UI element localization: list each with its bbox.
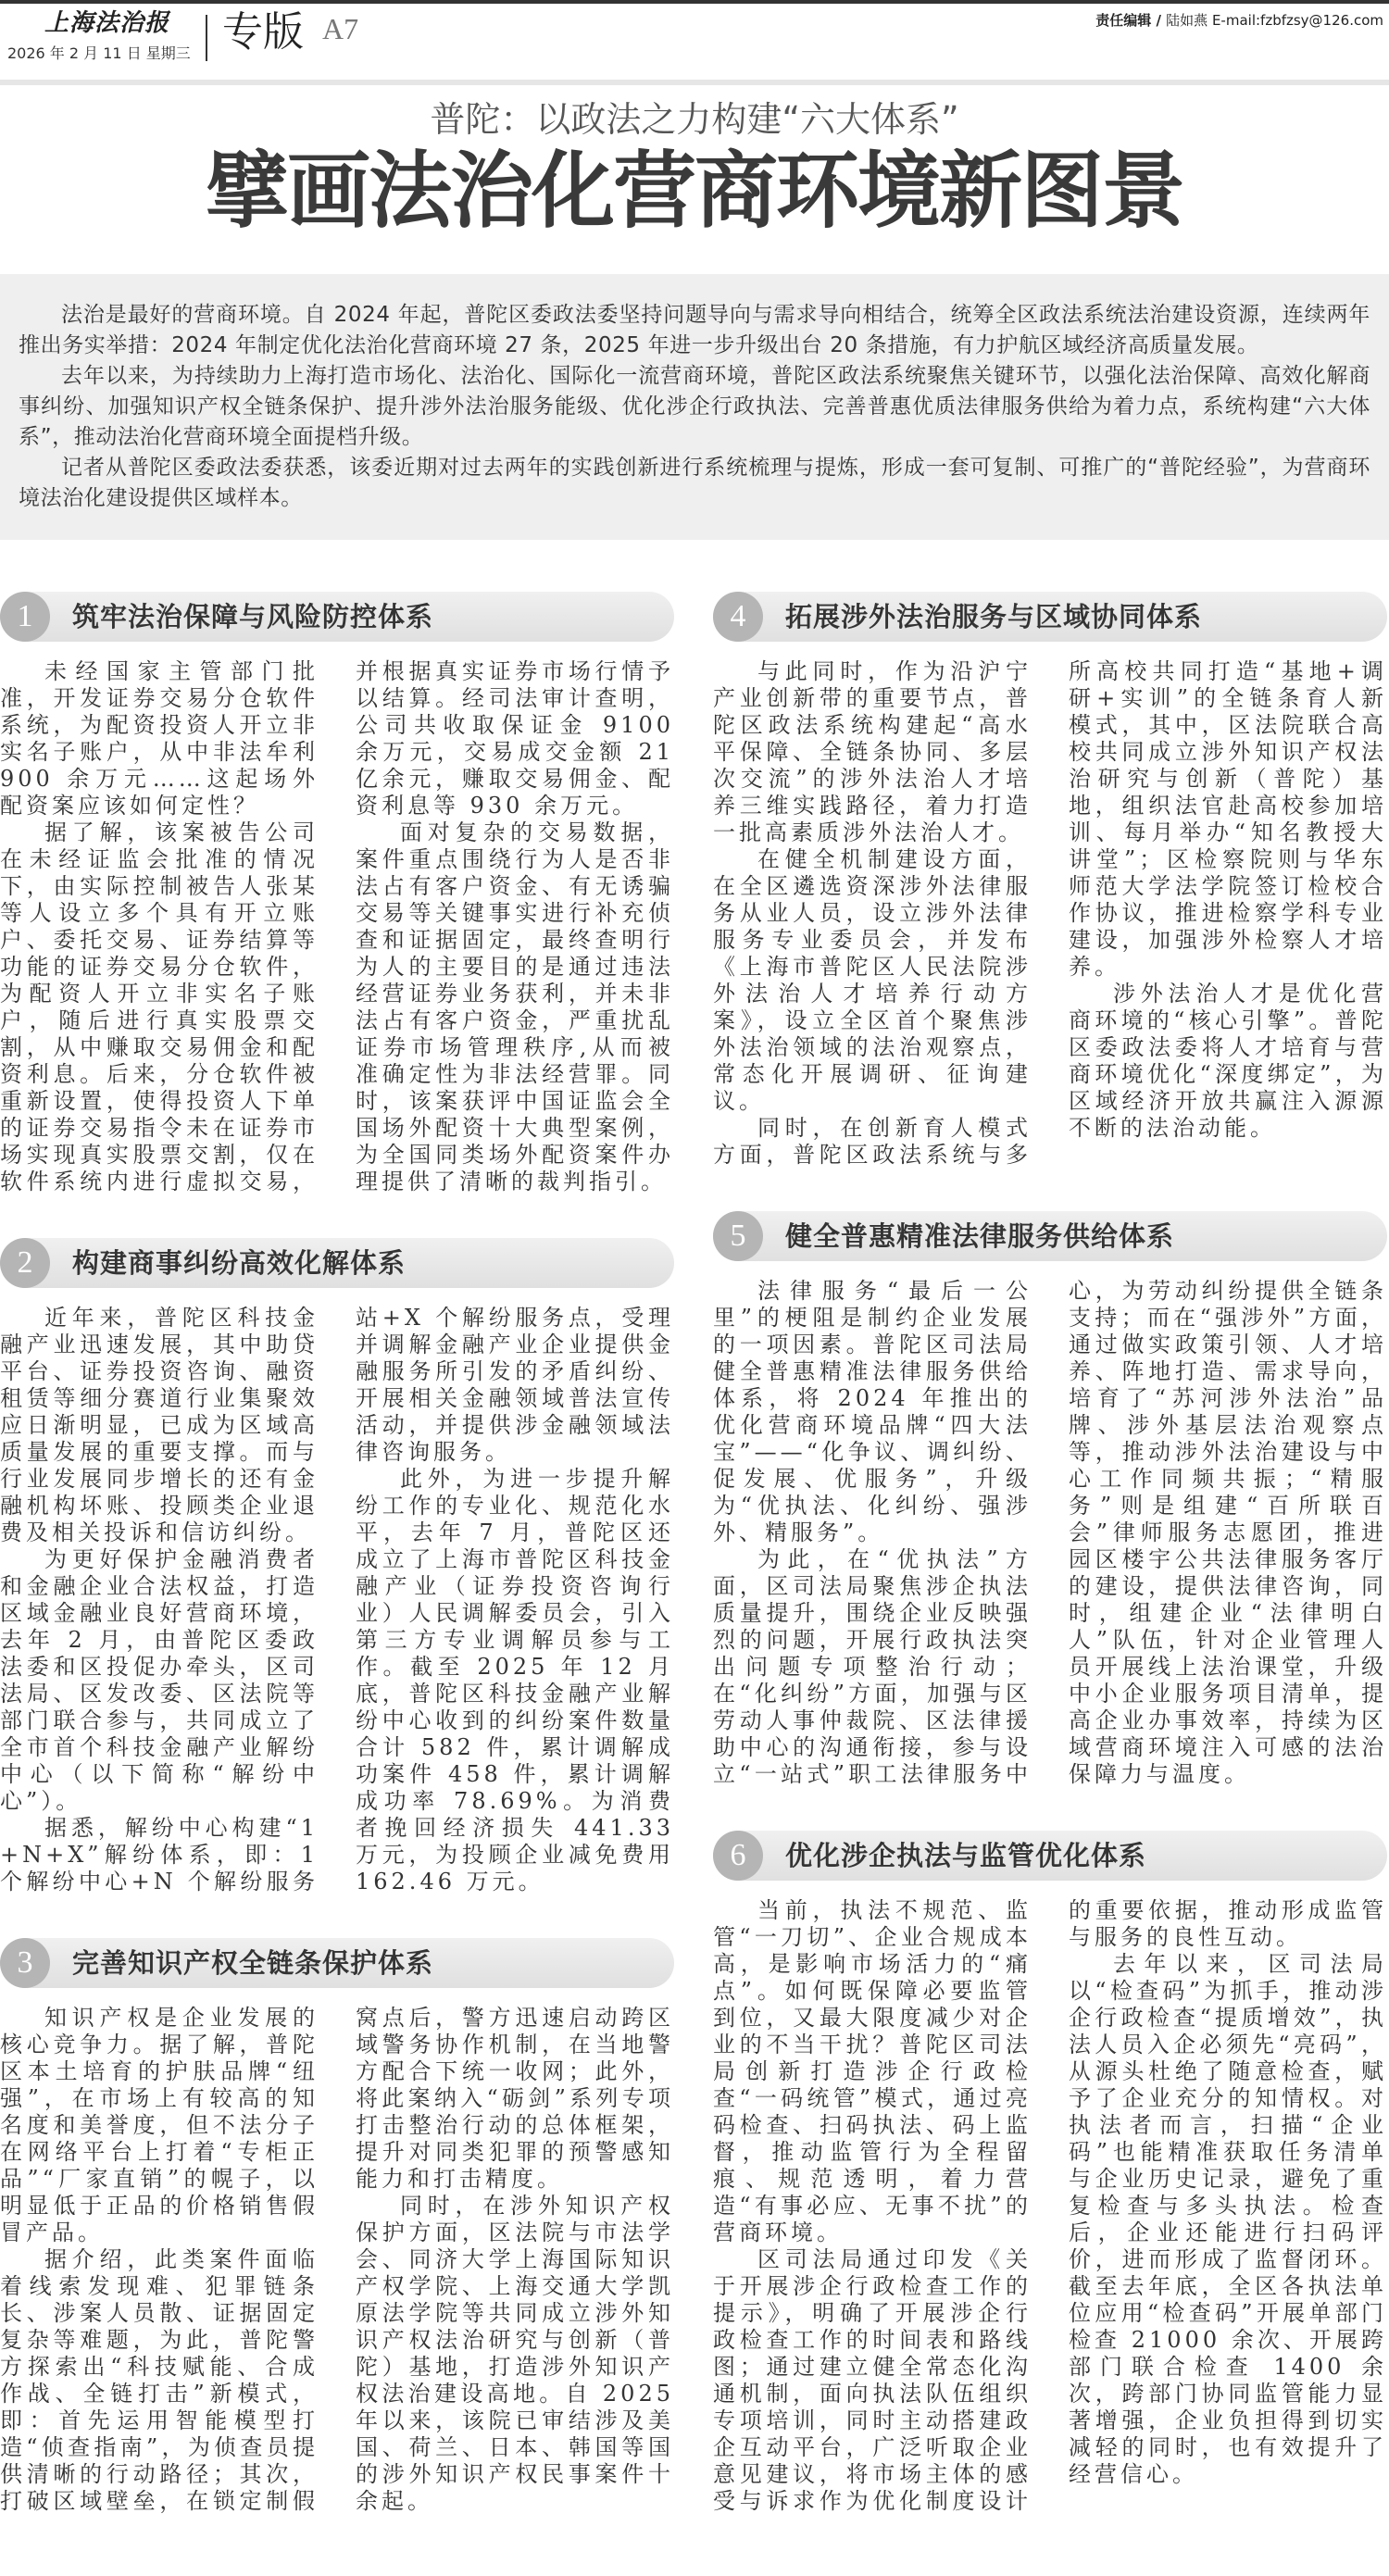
section-number-badge: 4 xyxy=(713,592,763,642)
article-paragraph: 同时，在创新育人模式方面，普陀区政法系统与多所高校共同打造“基地+调研+实训”的全链条育人新模式，其中，区法院联合高校共同成立涉外知识产权法治研究与创新（普陀）基地，组织法官赴高校参加培训、每月举办“知名教授大讲堂”；区检察院则与华东师范大学法学院签订检校合作协议，推进检察学科专业建设，加强涉外检察人才培养。 xyxy=(713,658,1387,1168)
section-3 xyxy=(0,1938,674,2515)
article-columns xyxy=(0,540,1389,2576)
section-header xyxy=(713,1211,1387,1261)
section-header xyxy=(0,592,674,642)
section-body xyxy=(713,1278,1387,1788)
section-1 xyxy=(0,592,674,1195)
article-paragraph: 区司法局通过印发《关于开展涉企行政检查工作的提示》，明确了开展涉企行政检查工作的时间表和路线图；通过建立健全常态化沟通机制，面向执法队伍组织专项培训，同时主动搭建政企互动平台，广泛听取企业意见建议，将市场主体的感受与诉求作为优化制度设计的重要依据，推动形成监管与服务的良性互动。 xyxy=(713,1897,1387,2514)
article-paragraph: 据介绍，此类案件面临着线索发现难、犯罪链条长、涉案人员散、证据固定复杂等难题，为此，普陀警方探索出“科技赋能、合成作战、全链打击”新模式，即：首先运用智能模型打造“侦查指南”，为侦查员提供清晰的行动路径；其次，打破区域壁垒，在锁定制假窝点后，警方迅速启动跨区域警务协作机制，在当地警方配合下统一收网；此外，将此案纳入“砺剑”系列专项打击整治行动的总体框架，提升对同类犯罪的预警感知能力和打击精度。 xyxy=(0,2005,674,2514)
newspaper-logo: 上海法治报 xyxy=(44,9,170,37)
headline-title: 擘画法治化营商环境新图景 xyxy=(206,142,1183,240)
section-label: 专版 xyxy=(222,8,304,56)
intro-paragraph: 去年以来，为持续助力上海打造市场化、法治化、国际化一流营商环境，普陀区政法系统聚焦关键环节，以强化法治保障、高效化解商事纠纷、加强知识产权全链条保护、提升涉外法治服务能级、优化涉企行政执法、完善普惠优质法律服务供给为着力点，系统构建“六大体系”，推动法治化营商环境全面提档升级。 xyxy=(19,364,1370,449)
article-paragraph: 此外，为进一步提升解纷工作的专业化、规范化水平，去年 7 月，普陀区还成立了上海市普陀区科技金融产业（证券投资咨询行业）人民调解委员会，引入第三方专业调解员参与工作。截至 2025 年 12 月底，普陀区科技金融产业解纷中心收到的纠纷案件数量合计 582 件，累计调解成功案件 458 件，累计调解成功率 78.69%。为消费者挽回经济损失 441.33 万元，为投顾企业减免费用 162.46 万元。 xyxy=(356,1466,674,1894)
headline-subtitle: 普陀：以政法之力构建“六大体系” xyxy=(430,99,959,140)
article-paragraph: 为更好保护金融消费者和金融企业合法权益，打造区域金融业良好营商环境，去年 2 月，由普陀区委政法委和区投促办牵头，区司法局、区发改委、区法院等部门联合参与，共同成立了全市首个科技金融产业解纷中心（以下简称“解纷中心”）。 xyxy=(0,1546,319,1814)
article-paragraph: 在健全机制建设方面，在全区遴选资深涉外法律服务从业人员，设立涉外法律服务专业委员会，并发布《上海市普陀区人民法院涉外法治人才培养行动方案》，设立全区首个聚焦涉外法治领域的法治观察点，常态化开展调研、征询建议。 xyxy=(713,846,1032,1114)
article-paragraph: 近年来，普陀区科技金融产业迅速发展，其中助贷平台、证券投资咨询、融资租赁等细分赛道行业集聚效应日渐明显，已成为区域高质量发展的重要支撑。而与行业发展同步增长的还有金融机构坏账、投顾类企业退费及相关投诉和信访纠纷。 xyxy=(0,1305,319,1545)
section-title: 拓展涉外法治服务与区域协同体系 xyxy=(785,601,1203,632)
section-header xyxy=(713,1831,1387,1881)
left-column xyxy=(0,592,674,2557)
section-2 xyxy=(0,1238,674,1895)
section-body xyxy=(713,1897,1387,2515)
article-paragraph: 去年以来，区司法局以“检查码”为抓手，推动涉企行政检查“提质增效”，执法人员入企必须先“亮码”，从源头杜绝了随意检查，赋予了企业充分的知情权。对执法者而言，扫描“企业码”也能精准获取任务清单与企业历史记录，避免了重复检查与多头执法。检查后，企业还能进行扫码评价，进而形成了监督闭环。截至去年底，全区各执法单位应用“检查码”开展单部门检查 21000 余次、开展跨部门联合检查 1400 余次，跨部门协同监管能力显著增强，企业负担得到切实减轻的同时，也有效提升了经营信心。 xyxy=(1069,1951,1387,2487)
section-number-badge: 5 xyxy=(713,1211,763,1261)
article-paragraph: 与此同时，作为沿沪宁产业创新带的重要节点，普陀区政法系统构建起“高水平保障、全链条协同、多层次交流”的涉外法治人才培养三维实践路径，着力打造一批高素质涉外法治人才。 xyxy=(713,658,1032,845)
article-paragraph: 法律服务“最后一公里”的梗阻是制约企业发展的一项因素。普陀区司法局健全普惠精准法律服务供给体系，将 2024 年推出的优化营商环境品牌“四大法宝”——“化争议、调纠纷、促发展、优服务”，升级为“优执法、化纠纷、强涉外、精服务”。 xyxy=(713,1278,1032,1545)
section-header xyxy=(0,1938,674,1988)
section-body xyxy=(713,658,1387,1169)
section-title: 构建商事纠纷高效化解体系 xyxy=(72,1247,407,1279)
article-paragraph: 同时，在涉外知识产权保护方面，区法院与市法学会、同济大学上海国际知识产权学院、上海交通大学凯原法学院等共同成立涉外知识产权法治研究与创新（普陀）基地，打造涉外知识产权法治建设高地。自 2025 年以来，该院已审结涉及美国、荷兰、日本、韩国等国的涉外知识产权民事案件十余起。 xyxy=(356,2193,674,2514)
article-paragraph: 据了解，该案被告公司在未经证监会批准的情况下，由实际控制被告人张某等人设立多个具有开立账户、委托交易、证券结算等功能的证券交易分仓软件，为配资人开立非实名子账户，随后进行真实股票交割，从中赚取交易佣金和配资利息。后来，分仓软件被重新设置，使得投资人下单的证券交易指令未在证券市场实现真实股票交割，仅在软件系统内进行虚拟交易，并根据真实证券市场行情予以结算。经司法审计查明，公司共收取保证金 9100 余万元，交易成交金额 21 亿余元，赚取交易佣金、配资利息等 930 余万元。 xyxy=(0,658,674,1194)
section-5 xyxy=(713,1211,1387,1788)
section-body xyxy=(0,1305,674,1895)
article-paragraph: 据悉，解纷中心构建“1+N+X”解纷体系，即：1 个解纷中心+N 个解纷服务站+X 个解纷服务点，受理并调解金融产业企业提供金融服务所引发的矛盾纠纷、开展相关金融领域普法宣传活动，并提供涉金融领域法律咨询服务。 xyxy=(0,1305,674,1894)
section-number-badge: 2 xyxy=(0,1238,50,1288)
section-4 xyxy=(713,592,1387,1169)
article-paragraph: 当前，执法不规范、监管“一刀切”、企业合规成本高，是影响市场活力的“痛点”。如何既保障必要监管到位，又最大限度减少对企业的不当干扰？普陀区司法局创新打造涉企行政检查“一码统管”模式，通过亮码检查、扫码执法、码上监督，推动监管行为全程留痕、规范透明，着力营造“有事必应、无事不扰”的营商环境。 xyxy=(713,1897,1032,2245)
section-header xyxy=(0,1238,674,1288)
article-paragraph: 未经国家主管部门批准，开发证券交易分仓软件系统，为配资投资人开立非实名子账户，从中非法牟利 900 余万元……这起场外配资案应该如何定性？ xyxy=(0,658,319,819)
article-paragraph: 涉外法治人才是优化营商环境的“核心引擎”。普陀区委政法委将人才培育与营商环境优化“深度绑定”，为区域经济开放共赢注入源源不断的法治动能。 xyxy=(1069,981,1387,1141)
section-6 xyxy=(713,1831,1387,2515)
right-column xyxy=(713,592,1387,2557)
section-number-badge: 3 xyxy=(0,1938,50,1988)
article-paragraph: 为此，在“优执法”方面，区司法局聚焦涉企执法质量提升，围绕企业反映强烈的问题，开展行政执法突出问题专项整治行动；在“化纠纷”方面，加强与区劳动人事仲裁院、区法律援助中心的沟通衔接，参与设立“一站式”职工法律服务中心，为劳动纠纷提供全链条支持；而在“强涉外”方面，通过做实政策引领、人才培养、阵地打造、需求导向，培育了“苏河涉外法治”品牌、涉外基层法治观察点等，推动涉外法治建设与中心工作同频共振；“精服务”则是组建“百所联百会”律师服务志愿团，推进园区楼宇公共法律服务客厅的建设，提供法律咨询，同时，组建企业“法律明白人”队伍，针对企业管理人员开展线上法治课堂，升级中小企业服务项目清单，提高企业办事效率，持续为区域营商环境注入可感的法治保障力与温度。 xyxy=(713,1278,1387,1787)
section-header xyxy=(713,592,1387,642)
intro-paragraph: 法治是最好的营商环境。自 2024 年起，普陀区委政法委坚持问题导向与需求导向相结合，统筹全区政法系统法治建设资源，连续两年推出务实举措：2024 年制定优化法治化营商环境 27 条，2025 年进一步升级出台 20 条措施，有力护航区域经济高质量发展。 xyxy=(19,303,1370,357)
issue-date: 2026 年 2 月 11 日 星期三 xyxy=(7,44,191,62)
intro-box xyxy=(0,274,1389,540)
editor-credit xyxy=(1095,11,1383,30)
section-body xyxy=(0,658,674,1195)
section-number-badge: 6 xyxy=(713,1831,763,1881)
section-title: 优化涉企执法与监管优化体系 xyxy=(785,1840,1147,1871)
editor-email: E-mail:fzbfzsy@126.com xyxy=(1208,12,1383,29)
editor-label: 责任编辑 / xyxy=(1095,12,1167,29)
editor-name: 陆如燕 xyxy=(1166,12,1208,29)
section-title: 健全普惠精准法律服务供给体系 xyxy=(785,1220,1175,1252)
article-paragraph: 知识产权是企业发展的核心竞争力。据了解，普陀区本土培育的护肤品牌“纽强”，在市场上有较高的知名度和美誉度，但不法分子在网络平台上打着“专柜正品”“厂家直销”的幌子，以明显低于正品的价格销售假冒产品。 xyxy=(0,2005,319,2245)
divider xyxy=(206,15,207,61)
section-title: 完善知识产权全链条保护体系 xyxy=(72,1947,434,1979)
masthead xyxy=(0,4,1389,80)
page-number: A7 xyxy=(322,12,359,45)
section-body xyxy=(0,2005,674,2515)
article-paragraph: 面对复杂的交易数据，案件重点围绕行为人是否非法占有客户资金、有无诱骗交易等关键事实进行补充侦查和证据固定，最终查明行为人的主要目的是通过违法经营证券业务获利，并未非法占有客户资金，严重扰乱证券市场管理秩序,从而被准确定性为非法经营罪。同时，该案获评中国证监会全国场外配资十大典型案例，为全国同类场外配资案件办理提供了清晰的裁判指引。 xyxy=(356,819,674,1194)
headline xyxy=(0,85,1389,274)
section-number-badge: 1 xyxy=(0,592,50,642)
section-title: 筑牢法治保障与风险防控体系 xyxy=(72,601,434,632)
intro-paragraph: 记者从普陀区委政法委获悉，该委近期对过去两年的实践创新进行系统梳理与提炼，形成一套可复制、可推广的“普陀经验”，为营商环境法治化建设提供区域样本。 xyxy=(19,456,1370,510)
